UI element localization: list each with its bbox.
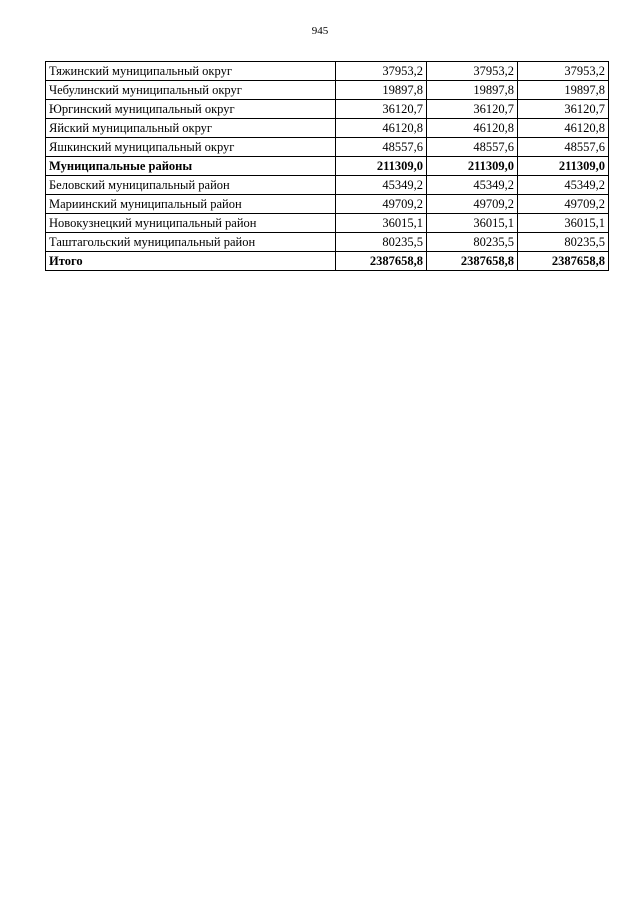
municipality-name: Яйский муниципальный округ [46, 119, 336, 138]
total-name: Итого [46, 252, 336, 271]
total-amount-1: 2387658,8 [336, 252, 427, 271]
municipality-name: Новокузнецкий муниципальный район [46, 214, 336, 233]
amount-3: 45349,2 [518, 176, 609, 195]
total-amount-2: 2387658,8 [427, 252, 518, 271]
table-row [46, 81, 609, 100]
amount-2: 37953,2 [427, 62, 518, 81]
amount-3: 49709,2 [518, 195, 609, 214]
amount-2: 45349,2 [427, 176, 518, 195]
page-number: 945 [311, 25, 329, 37]
amount-2: 19897,8 [427, 81, 518, 100]
amount-3: 19897,8 [518, 81, 609, 100]
table-row [46, 176, 609, 195]
amount-3: 48557,6 [518, 138, 609, 157]
amount-1: 46120,8 [336, 119, 427, 138]
municipality-name: Чебулинский муниципальный округ [46, 81, 336, 100]
municipality-name: Таштагольский муниципальный район [46, 233, 336, 252]
amount-2: 80235,5 [427, 233, 518, 252]
total-row [46, 252, 609, 271]
amount-3: 36015,1 [518, 214, 609, 233]
amount-1: 80235,5 [336, 233, 427, 252]
table-row [46, 138, 609, 157]
amount-2: 46120,8 [427, 119, 518, 138]
municipality-name: Яшкинский муниципальный округ [46, 138, 336, 157]
table-row [46, 233, 609, 252]
amount-1: 45349,2 [336, 176, 427, 195]
amount-3: 46120,8 [518, 119, 609, 138]
table-row [46, 195, 609, 214]
amount-1: 19897,8 [336, 81, 427, 100]
subtotal-amount-2: 211309,0 [427, 157, 518, 176]
amount-1: 37953,2 [336, 62, 427, 81]
subtotal-name: Муниципальные районы [46, 157, 336, 176]
table-row [46, 119, 609, 138]
municipality-name: Тяжинский муниципальный округ [46, 62, 336, 81]
amount-1: 48557,6 [336, 138, 427, 157]
amount-3: 36120,7 [518, 100, 609, 119]
subtotal-amount-3: 211309,0 [518, 157, 609, 176]
amount-1: 36015,1 [336, 214, 427, 233]
table-row [46, 214, 609, 233]
municipality-name: Беловский муниципальный район [46, 176, 336, 195]
amount-3: 37953,2 [518, 62, 609, 81]
municipality-name: Мариинский муниципальный район [46, 195, 336, 214]
table-row [46, 100, 609, 119]
budget-table [45, 61, 609, 271]
subtotal-row [46, 157, 609, 176]
amount-2: 49709,2 [427, 195, 518, 214]
amount-2: 48557,6 [427, 138, 518, 157]
amount-1: 49709,2 [336, 195, 427, 214]
municipality-name: Юргинский муниципальный округ [46, 100, 336, 119]
amount-2: 36120,7 [427, 100, 518, 119]
subtotal-amount-1: 211309,0 [336, 157, 427, 176]
total-amount-3: 2387658,8 [518, 252, 609, 271]
table-row [46, 62, 609, 81]
amount-3: 80235,5 [518, 233, 609, 252]
amount-1: 36120,7 [336, 100, 427, 119]
amount-2: 36015,1 [427, 214, 518, 233]
